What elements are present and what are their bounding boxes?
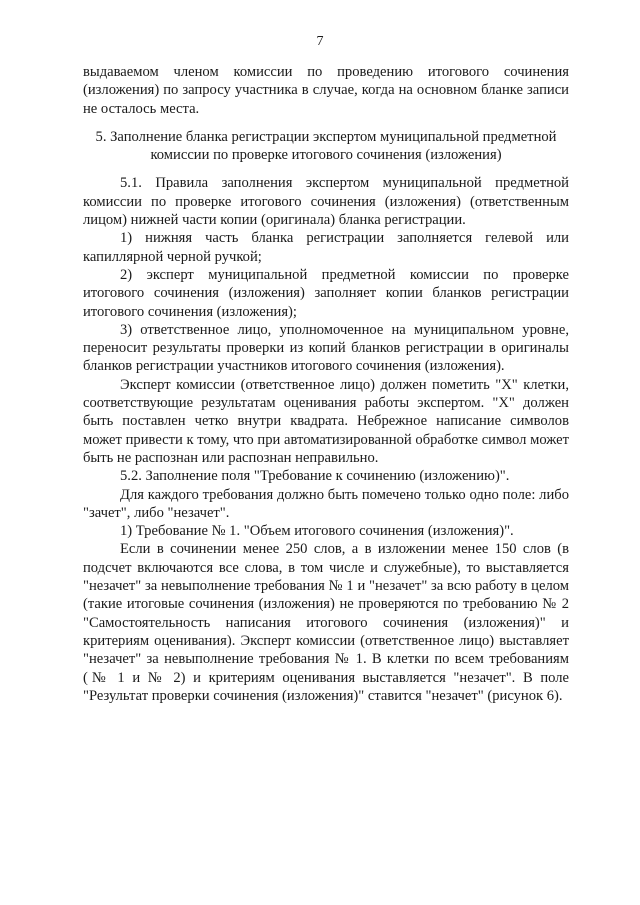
paragraph-5-2: 5.2. Заполнение поля "Требование к сочинению (изложению)". — [120, 468, 510, 485]
list-item-3: 3) ответственное лицо, уполномоченное на муниципальном уровне, переносит результаты проверки из копий бланков регистрации в оригиналы бланков регистрации участников итогового сочинения (изложения). — [83, 321, 569, 375]
single-field-paragraph: Для каждого требования должно быть помечено только одно поле: либо "зачет", либо "незачет". — [83, 486, 569, 521]
requirement-1-paragraph: 1) Требование № 1. "Объем итогового сочинения (изложения)". — [120, 523, 514, 540]
list-item-1: 1) нижняя часть бланка регистрации заполняется гелевой или капиллярной черной ручкой; — [83, 230, 569, 265]
list-item-2: 2) эксперт муниципальной предметной комиссии по проверке итогового сочинения (изложения) заполняет копии бланков регистрации итогового сочинения (изложения); — [83, 266, 569, 320]
intro-paragraph: выдаваемом членом комиссии по проведению итогового сочинения (изложения) по запросу участника в случае, когда на основном бланке записи не осталось места. — [83, 64, 569, 117]
word-count-paragraph: Если в сочинении менее 250 слов, а в изложении менее 150 слов (в подсчет включаются все слова, в том числе и служебные), то выставляется "незачет" за невыполнение требования № 1 и "незачет" за всю работу в целом (такие итоговые сочинения (изложения) не проверяются по требованию № 2 "Самостоятельность написания итогового сочинения (изложения)" и критериям оценивания). Эксперт комиссии (ответственное лицо) выставляет "незачет" за невыполнение требования № 1. В клетки по всем требованиям (№ 1 и № 2) и критериям оценивания выставляется "незачет". В поле "Результат проверки сочинения (изложения)" ставится "незачет" (рисунок 6). — [83, 541, 569, 704]
page-number: 7 — [316, 34, 324, 49]
section-heading: 5. Заполнение бланка регистрации экспертом муниципальной предметной комиссии по проверке итогового сочинения (изложения) — [95, 128, 557, 164]
marking-paragraph: Эксперт комиссии (ответственное лицо) должен пометить "X" клетки, соответствующие результатам оценивания работы экспертом. "X" должен быть поставлен четко внутри квадрата. Небрежное написание символов может привести к тому, что при автоматизированной обработке символ может быть не распознан или распознан неправильно. — [83, 376, 569, 466]
document-body — [83, 63, 569, 705]
paragraph-5-1: 5.1. Правила заполнения экспертом муниципальной предметной комиссии по проверке итогового сочинения (изложения) (ответственным лицом) нижней части копии (оригинала) бланка регистрации. — [83, 175, 569, 229]
